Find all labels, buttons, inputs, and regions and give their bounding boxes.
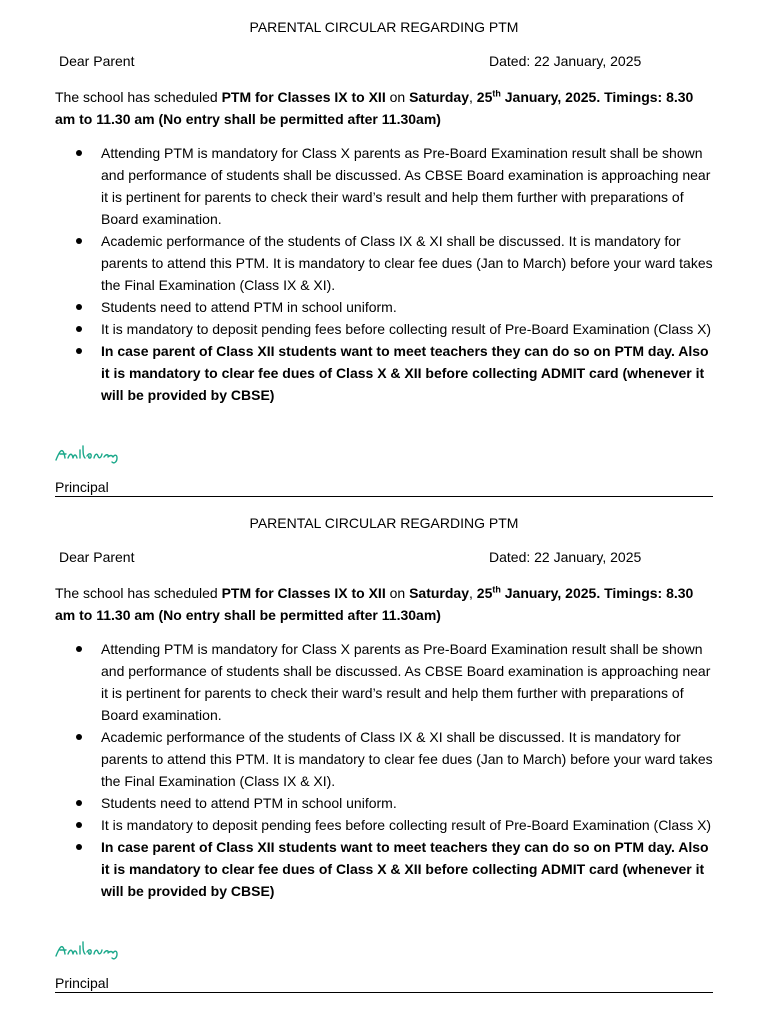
point-text: In case parent of Class XII students want to meet teachers they can do so on PTM day. Also it is mandatory to clear fee dues of Class X & XII before collecting ADMIT card (whenever it will be provided by CBSE)	[101, 343, 709, 403]
points-list	[55, 638, 715, 902]
intro-date-day: 25	[476, 585, 493, 601]
point-text: Academic performance of the students of Class IX & XI shall be discussed. It is mandatory for parents to attend this PTM. It is mandatory to clear fee dues (Jan to March) before your ward takes the Final Examination (Class IX & XI).	[101, 233, 713, 293]
list-item	[55, 726, 715, 792]
point-text: Attending PTM is mandatory for Class X parents as Pre-Board Examination result shall be shown and performance of students shall be discussed. As CBSE Board examination is approaching near it is pertinent for parents to check their ward’s result and help them further with preparations of Board examination.	[101, 641, 711, 723]
intro-timings: January, 2025. Timings: 8.30 am to 11.30 am (No entry shall be permitted after 11.30am)	[55, 585, 694, 623]
circular-title: PARENTAL CIRCULAR REGARDING PTM	[249, 19, 519, 35]
list-item	[55, 318, 715, 340]
intro-paragraph	[55, 86, 715, 130]
intro-date-day: 25	[476, 89, 493, 105]
divider-line	[55, 992, 713, 993]
bullet-dot-icon	[76, 304, 82, 310]
intro-text: The school has scheduled	[55, 89, 222, 105]
salutation: Dear Parent	[59, 53, 135, 69]
intro-classes: PTM for Classes IX to XII	[221, 585, 386, 601]
signatory-label: Principal	[55, 479, 109, 495]
bullet-dot-icon	[76, 326, 82, 332]
bullet-dot-icon	[76, 734, 82, 740]
intro-day: Saturday	[409, 585, 469, 601]
bullet-dot-icon	[76, 348, 82, 354]
intro-text: ,	[469, 585, 477, 601]
handwritten-signature-icon	[54, 440, 134, 466]
bullet-dot-icon	[76, 800, 82, 806]
intro-text: on	[385, 585, 410, 601]
list-item	[55, 296, 715, 318]
intro-text: The school has scheduled	[55, 585, 222, 601]
intro-date-suffix: th	[492, 88, 501, 99]
list-item	[55, 142, 715, 230]
bullet-dot-icon	[76, 238, 82, 244]
salutation: Dear Parent	[59, 549, 135, 565]
bullet-dot-icon	[76, 150, 82, 156]
point-text: In case parent of Class XII students want to meet teachers they can do so on PTM day. Also it is mandatory to clear fee dues of Class X & XII before collecting ADMIT card (whenever it will be provided by CBSE)	[101, 839, 709, 899]
point-text: It is mandatory to deposit pending fees before collecting result of Pre-Board Examination (Class X)	[101, 817, 712, 833]
point-text: Students need to attend PTM in school uniform.	[101, 795, 397, 811]
list-item	[55, 340, 715, 406]
list-item	[55, 814, 715, 836]
list-item	[55, 638, 715, 726]
point-text: Academic performance of the students of Class IX & XI shall be discussed. It is mandatory for parents to attend this PTM. It is mandatory to clear fee dues (Jan to March) before your ward takes the Final Examination (Class IX & XI).	[101, 729, 713, 789]
intro-text: ,	[469, 89, 477, 105]
circular-title: PARENTAL CIRCULAR REGARDING PTM	[249, 515, 519, 531]
point-text: It is mandatory to deposit pending fees before collecting result of Pre-Board Examination (Class X)	[101, 321, 712, 337]
date-line: Dated: 22 January, 2025	[489, 549, 642, 565]
bullet-dot-icon	[76, 646, 82, 652]
intro-classes: PTM for Classes IX to XII	[221, 89, 386, 105]
intro-paragraph	[55, 582, 715, 626]
list-item	[55, 836, 715, 902]
point-text: Students need to attend PTM in school uniform.	[101, 299, 397, 315]
signatory-label: Principal	[55, 975, 109, 991]
handwritten-signature-icon	[54, 936, 134, 962]
points-list	[55, 142, 715, 406]
intro-day: Saturday	[409, 89, 469, 105]
list-item	[55, 792, 715, 814]
point-text: Attending PTM is mandatory for Class X parents as Pre-Board Examination result shall be shown and performance of students shall be discussed. As CBSE Board examination is approaching near it is pertinent for parents to check their ward’s result and help them further with preparations of Board examination.	[101, 145, 711, 227]
intro-text: on	[385, 89, 410, 105]
intro-date-suffix: th	[492, 584, 501, 595]
intro-timings: January, 2025. Timings: 8.30 am to 11.30 am (No entry shall be permitted after 11.30am)	[55, 89, 694, 127]
date-line: Dated: 22 January, 2025	[489, 53, 642, 69]
divider-line	[55, 496, 713, 497]
bullet-dot-icon	[76, 822, 82, 828]
list-item	[55, 230, 715, 296]
bullet-dot-icon	[76, 844, 82, 850]
